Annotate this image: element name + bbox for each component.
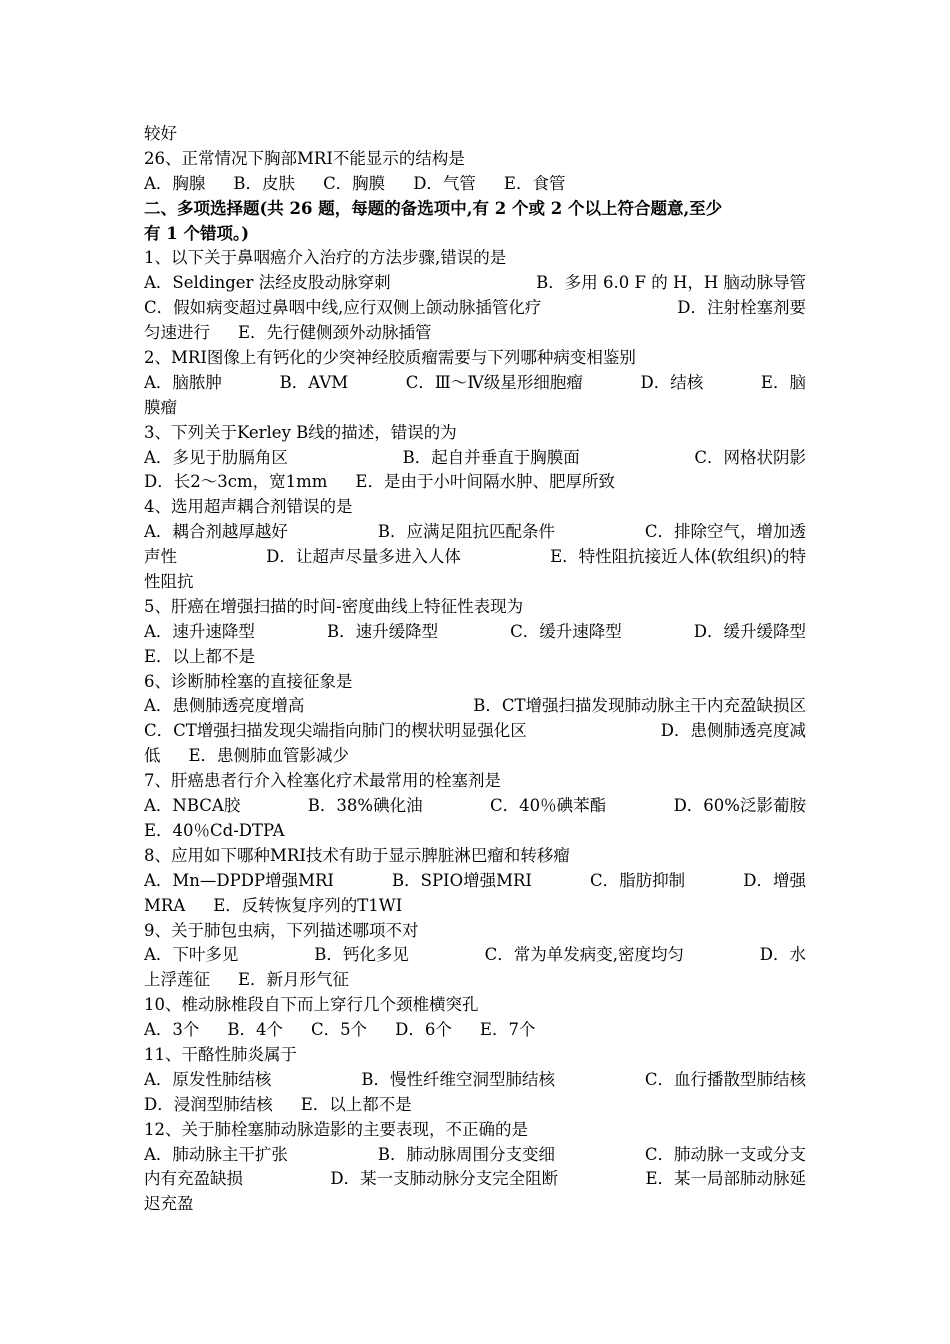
options-line xyxy=(144,968,806,993)
option-text: E．某一局部肺动脉延 xyxy=(645,1169,806,1189)
text-line: 2、MRI图像上有钙化的少突神经胶质瘤需要与下列哪种病变相鉴别 xyxy=(144,348,636,368)
option-text: E．患侧肺血管影减少 xyxy=(188,746,350,766)
option-text: A．速升速降型 xyxy=(144,621,255,641)
option-text: 上浮莲征 xyxy=(144,970,210,990)
option-text: D．注射栓塞剂要 xyxy=(677,298,806,318)
option-text: A．原发性肺结核 xyxy=(144,1069,272,1089)
option-text: A．下叶多见 xyxy=(144,945,239,965)
options-line xyxy=(144,794,806,819)
options-line xyxy=(144,943,806,968)
option-text: A．多见于肋膈角区 xyxy=(144,447,288,467)
option-text: E．是由于小叶间隔水肿、肥厚所致 xyxy=(355,472,615,492)
options-line xyxy=(144,744,806,769)
section-heading-line: 有 1 个错项。) xyxy=(144,223,250,243)
option-text: B．4个 xyxy=(227,1020,284,1040)
option-text: C．脂肪抑制 xyxy=(590,870,686,890)
text-line: 10、椎动脉椎段自下而上穿行几个颈椎横突孔 xyxy=(144,995,479,1015)
option-text: B．速升缓降型 xyxy=(326,621,439,641)
option-text: D．6个 xyxy=(395,1020,452,1040)
document-page xyxy=(144,122,806,1217)
text-line: 膜瘤 xyxy=(144,397,177,417)
option-text: C．CT增强扫描发现尖端指向肺门的楔状明显强化区 xyxy=(144,721,527,741)
options-line xyxy=(144,1143,806,1168)
option-text: C．网格状阴影 xyxy=(694,447,806,467)
option-text: E．反转恢复序列的T1WI xyxy=(213,895,403,915)
options-line xyxy=(144,719,806,744)
options-line xyxy=(144,371,806,396)
option-text: D．浸润型肺结核 xyxy=(144,1094,273,1114)
text-line: 1、以下关于鼻咽癌介入治疗的方法步骤,错误的是 xyxy=(144,248,507,268)
option-text: C．常为单发病变,密度均匀 xyxy=(484,945,684,965)
options-line xyxy=(144,446,806,471)
option-text: D．某一支肺动脉分支完全阻断 xyxy=(330,1169,559,1189)
option-text: C．缓升速降型 xyxy=(510,621,622,641)
option-text: E．新月形气征 xyxy=(238,970,350,990)
options-line xyxy=(144,1068,806,1093)
option-text: MRA xyxy=(144,895,186,915)
option-text: 匀速进行 xyxy=(144,323,210,343)
option-text: 内有充盈缺损 xyxy=(144,1169,243,1189)
text-line: 9、关于肺包虫病，下列描述哪项不对 xyxy=(144,920,419,940)
option-text: E．先行健侧颈外动脉插管 xyxy=(238,323,432,343)
text-line: 11、干酪性肺炎属于 xyxy=(144,1044,297,1064)
option-text: D．增强 xyxy=(743,870,806,890)
option-text: B．应满足阻抗匹配条件 xyxy=(377,522,555,542)
text-line: 6、诊断肺栓塞的直接征象是 xyxy=(144,671,353,691)
options-line xyxy=(144,894,806,919)
text-line: 迟充盈 xyxy=(144,1194,194,1214)
section-heading-line: 二、多项选择题(共 26 题，每题的备选项中,有 2 个或 2 个以上符合题意,至少 xyxy=(144,198,723,218)
text-line: 12、关于肺栓塞肺动脉造影的主要表现，不正确的是 xyxy=(144,1119,528,1139)
options-line xyxy=(144,694,806,719)
option-text: B．多用 6.0 F 的 H，H 脑动脉导管 xyxy=(536,273,806,293)
options-line xyxy=(144,620,806,645)
option-text: D．让超声尽量多进入人体 xyxy=(266,547,461,567)
option-text: C．排除空气，增加透 xyxy=(644,522,806,542)
options-line xyxy=(144,321,806,346)
option-text: D．60%泛影葡胺 xyxy=(673,796,806,816)
text-line: 5、肝癌在增强扫描的时间-密度曲线上特征性表现为 xyxy=(144,596,524,616)
option-text: A．3个 xyxy=(144,1020,200,1040)
options-line xyxy=(144,1018,806,1043)
option-text: A．脑脓肿 xyxy=(144,372,222,392)
option-text: 低 xyxy=(144,746,161,766)
text-line: 8、应用如下哪种MRI技术有助于显示脾脏淋巴瘤和转移瘤 xyxy=(144,845,570,865)
option-text: D．气管 xyxy=(413,173,476,193)
option-text: D．患侧肺透亮度减 xyxy=(660,721,806,741)
option-text: E．以上都不是 xyxy=(300,1094,412,1114)
text-line: E．以上都不是 xyxy=(144,646,256,666)
option-text: C．肺动脉一支或分支 xyxy=(644,1144,806,1164)
option-text: A．Seldinger 法经皮股动脉穿刺 xyxy=(144,273,391,293)
option-text: E．食管 xyxy=(503,173,566,193)
text-line: 26、正常情况下胸部MRI不能显示的结构是 xyxy=(144,148,465,168)
option-text: B．肺动脉周围分支变细 xyxy=(377,1144,555,1164)
options-line xyxy=(144,1093,806,1118)
option-text: C．胸膜 xyxy=(323,173,386,193)
options-line xyxy=(144,1167,806,1192)
option-text: C．40％碘苯酯 xyxy=(490,796,607,816)
option-text: E．7个 xyxy=(479,1020,536,1040)
options-line xyxy=(144,296,806,321)
option-text: B．38%碘化油 xyxy=(307,796,423,816)
option-text: D．长2～3cm，宽1mm xyxy=(144,472,328,492)
option-text: C．假如病变超过鼻咽中线,应行双侧上颌动脉插管化疗 xyxy=(144,298,542,318)
option-text: A．胸腺 xyxy=(144,173,206,193)
text-line: E．40％Cd-DTPA xyxy=(144,820,285,840)
options-line xyxy=(144,520,806,545)
text-line: 7、肝癌患者行介入栓塞化疗术最常用的栓塞剂是 xyxy=(144,771,501,791)
option-text: A．NBCA胶 xyxy=(144,796,241,816)
option-text: B．CT增强扫描发现肺动脉主干内充盈缺损区 xyxy=(473,696,806,716)
options-line xyxy=(144,172,806,197)
option-text: A．Mn—DPDP增强MRI xyxy=(144,870,334,890)
text-line: 较好 xyxy=(144,124,177,143)
text-line: 4、选用超声耦合剂错误的是 xyxy=(144,497,353,517)
option-text: C．Ⅲ～Ⅳ级星形细胞瘤 xyxy=(405,372,583,392)
option-text: A．耦合剂越厚越好 xyxy=(144,522,288,542)
option-text: B．AVM xyxy=(279,372,349,392)
options-line xyxy=(144,470,806,495)
text-line: 3、下列关于Kerley B线的描述，错误的为 xyxy=(144,422,457,442)
option-text: E．脑 xyxy=(760,372,806,392)
option-text: B．SPIO增强MRI xyxy=(392,870,532,890)
option-text: D．水 xyxy=(759,945,806,965)
option-text: C．5个 xyxy=(311,1020,368,1040)
option-text: D．缓升缓降型 xyxy=(693,621,806,641)
option-text: C．血行播散型肺结核 xyxy=(644,1069,806,1089)
option-text: E．特性阻抗接近人体(软组织)的特 xyxy=(550,547,806,567)
options-line xyxy=(144,271,806,296)
option-text: B．皮肤 xyxy=(233,173,296,193)
option-text: B．钙化多见 xyxy=(314,945,409,965)
option-text: D．结核 xyxy=(640,372,704,392)
option-text: B．慢性纤维空洞型肺结核 xyxy=(361,1069,555,1089)
option-text: 声性 xyxy=(144,547,177,567)
option-text: B．起自并垂直于胸膜面 xyxy=(402,447,580,467)
options-line xyxy=(144,545,806,570)
option-text: A．患侧肺透亮度增高 xyxy=(144,696,305,716)
text-line: 性阻抗 xyxy=(144,572,194,592)
options-line xyxy=(144,869,806,894)
option-text: A．肺动脉主干扩张 xyxy=(144,1144,288,1164)
